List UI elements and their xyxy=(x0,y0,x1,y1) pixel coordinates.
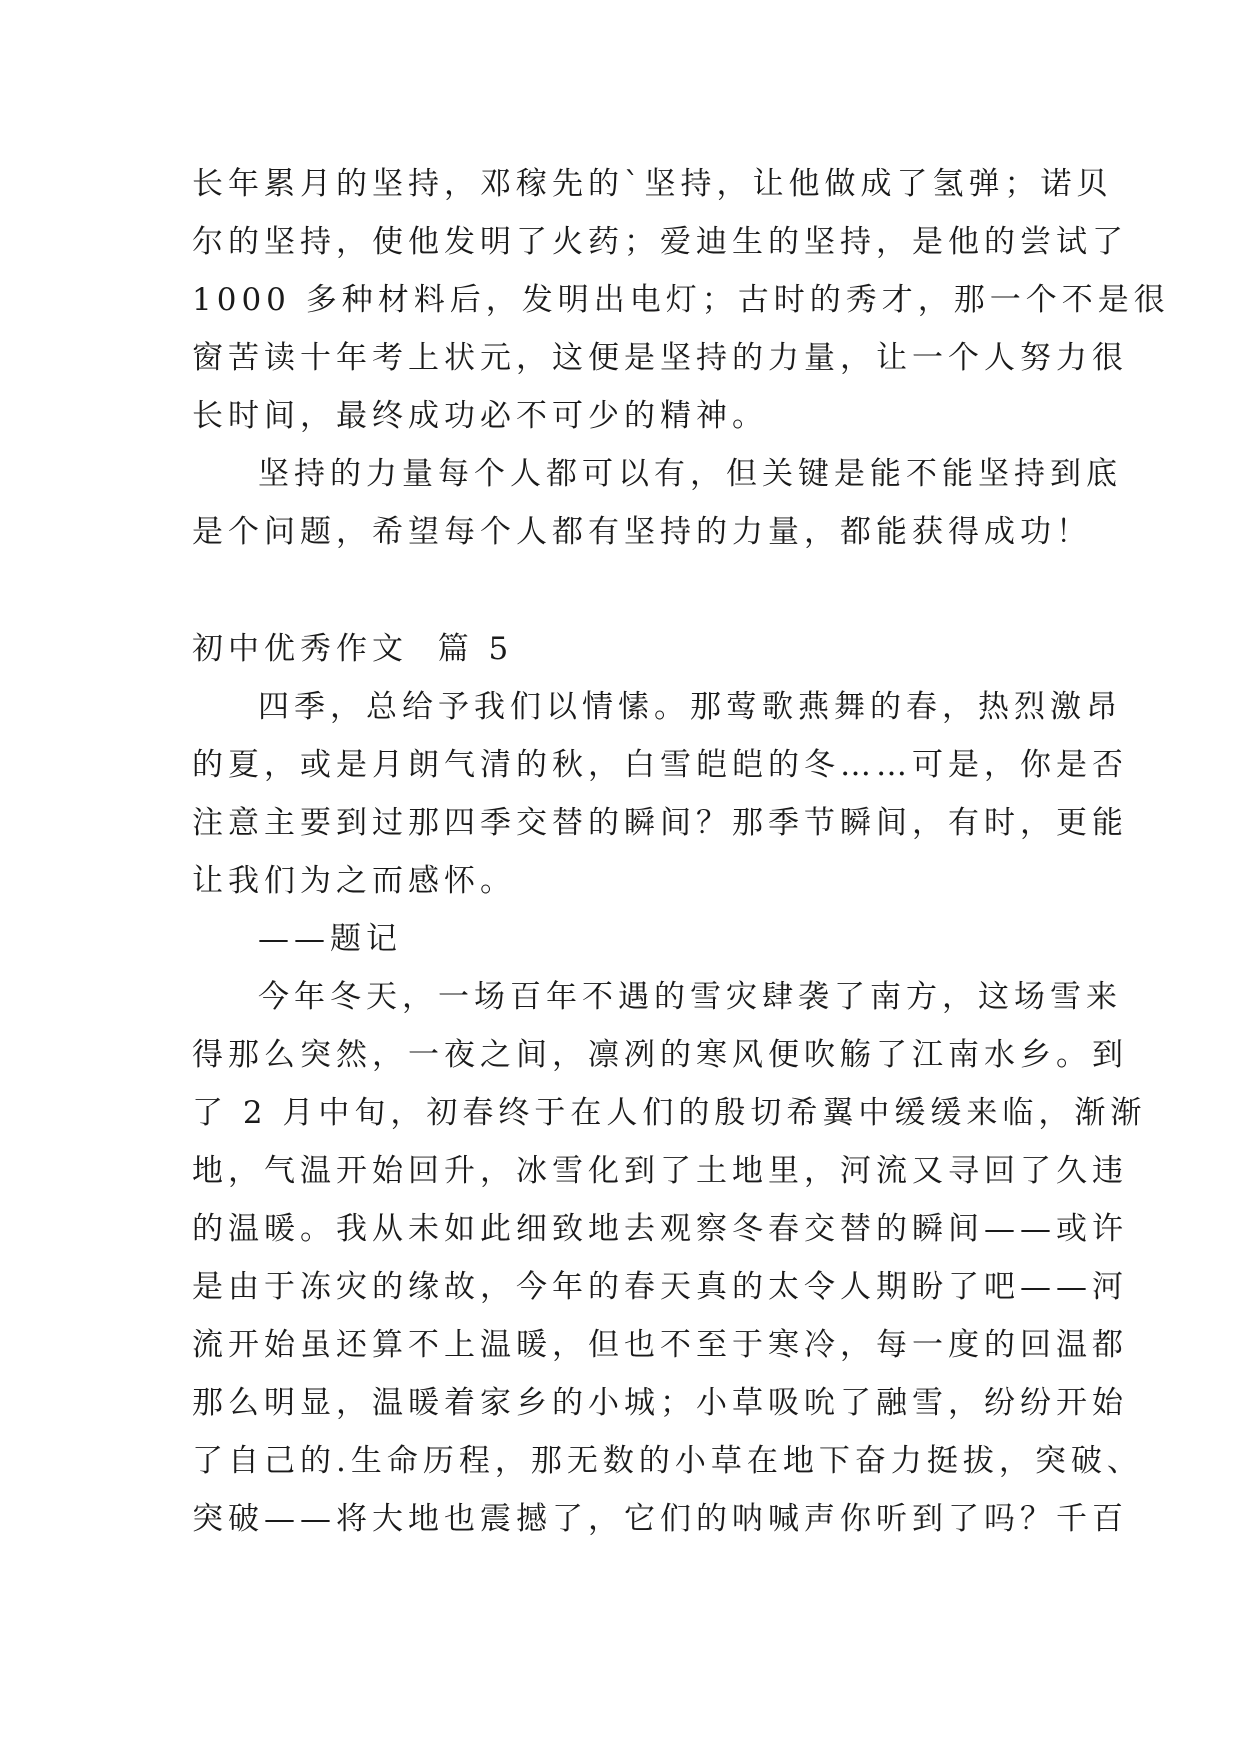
text-line: 坚持的力量每个人都可以有，但关键是能不能坚持到底 xyxy=(258,456,1122,492)
paragraph xyxy=(192,155,1170,445)
text-line: 尔的坚持，使他发明了火药；爱迪生的坚持，是他的尝试了 xyxy=(192,224,1128,260)
text-line: 的温暖。我从未如此细致地去观察冬春交替的瞬间——或许 xyxy=(192,1211,1128,1247)
text-line: 今年冬天，一场百年不遇的雪灾肆袭了南方，这场雪来 xyxy=(258,979,1122,1015)
text-line: 了自己的.生命历程，那无数的小草在地下奋力挺拔，突破、 xyxy=(192,1443,1143,1479)
text-line: 突破——将大地也震撼了，它们的呐喊声你听到了吗？千百 xyxy=(192,1501,1128,1537)
text-line: 让我们为之而感怀。 xyxy=(192,863,516,899)
text-line: 了 2 月中旬，初春终于在人们的殷切希翼中缓缓来临，渐渐 xyxy=(192,1095,1147,1131)
text-line: 1000 多种材料后，发明出电灯；古时的秀才，那一个不是很 xyxy=(192,282,1170,318)
section-heading: 初中优秀作文 篇 5 xyxy=(192,631,514,667)
text-line: 的夏，或是月朗气清的秋，白雪皑皑的冬……可是，你是否 xyxy=(192,747,1128,783)
text-line: 四季，总给予我们以情愫。那莺歌燕舞的春，热烈激昂 xyxy=(258,689,1122,725)
paragraph xyxy=(192,445,1122,561)
text-line: 长时间，最终成功必不可少的精神。 xyxy=(192,398,768,434)
text-line: 流开始虽还算不上温暖，但也不至于寒冷，每一度的回温都 xyxy=(192,1327,1128,1363)
text-line: 注意主要到过那四季交替的瞬间？那季节瞬间，有时，更能 xyxy=(192,805,1128,841)
text-line: 得那么突然，一夜之间，凛冽的寒风便吹觞了江南水乡。到 xyxy=(192,1037,1128,1073)
essay-section-5 xyxy=(192,620,1147,1548)
epigraph-signature: ——题记 xyxy=(258,921,402,957)
previous-essay-ending xyxy=(192,155,1170,561)
text-line: 窗苦读十年考上状元，这便是坚持的力量，让一个人努力很 xyxy=(192,340,1128,376)
text-line: 地，气温开始回升，冰雪化到了土地里，河流又寻回了久违 xyxy=(192,1153,1128,1189)
body-paragraph xyxy=(192,968,1147,1548)
text-line: 是个问题，希望每个人都有坚持的力量，都能获得成功！ xyxy=(192,514,1092,550)
intro-paragraph xyxy=(192,678,1128,910)
text-line: 长年累月的坚持，邓稼先的`坚持，让他做成了氢弹；诺贝 xyxy=(192,166,1113,202)
text-line: 是由于冻灾的缘故，今年的春天真的太令人期盼了吧——河 xyxy=(192,1269,1128,1305)
text-line: 那么明显，温暖着家乡的小城；小草吸吮了融雪，纷纷开始 xyxy=(192,1385,1128,1421)
